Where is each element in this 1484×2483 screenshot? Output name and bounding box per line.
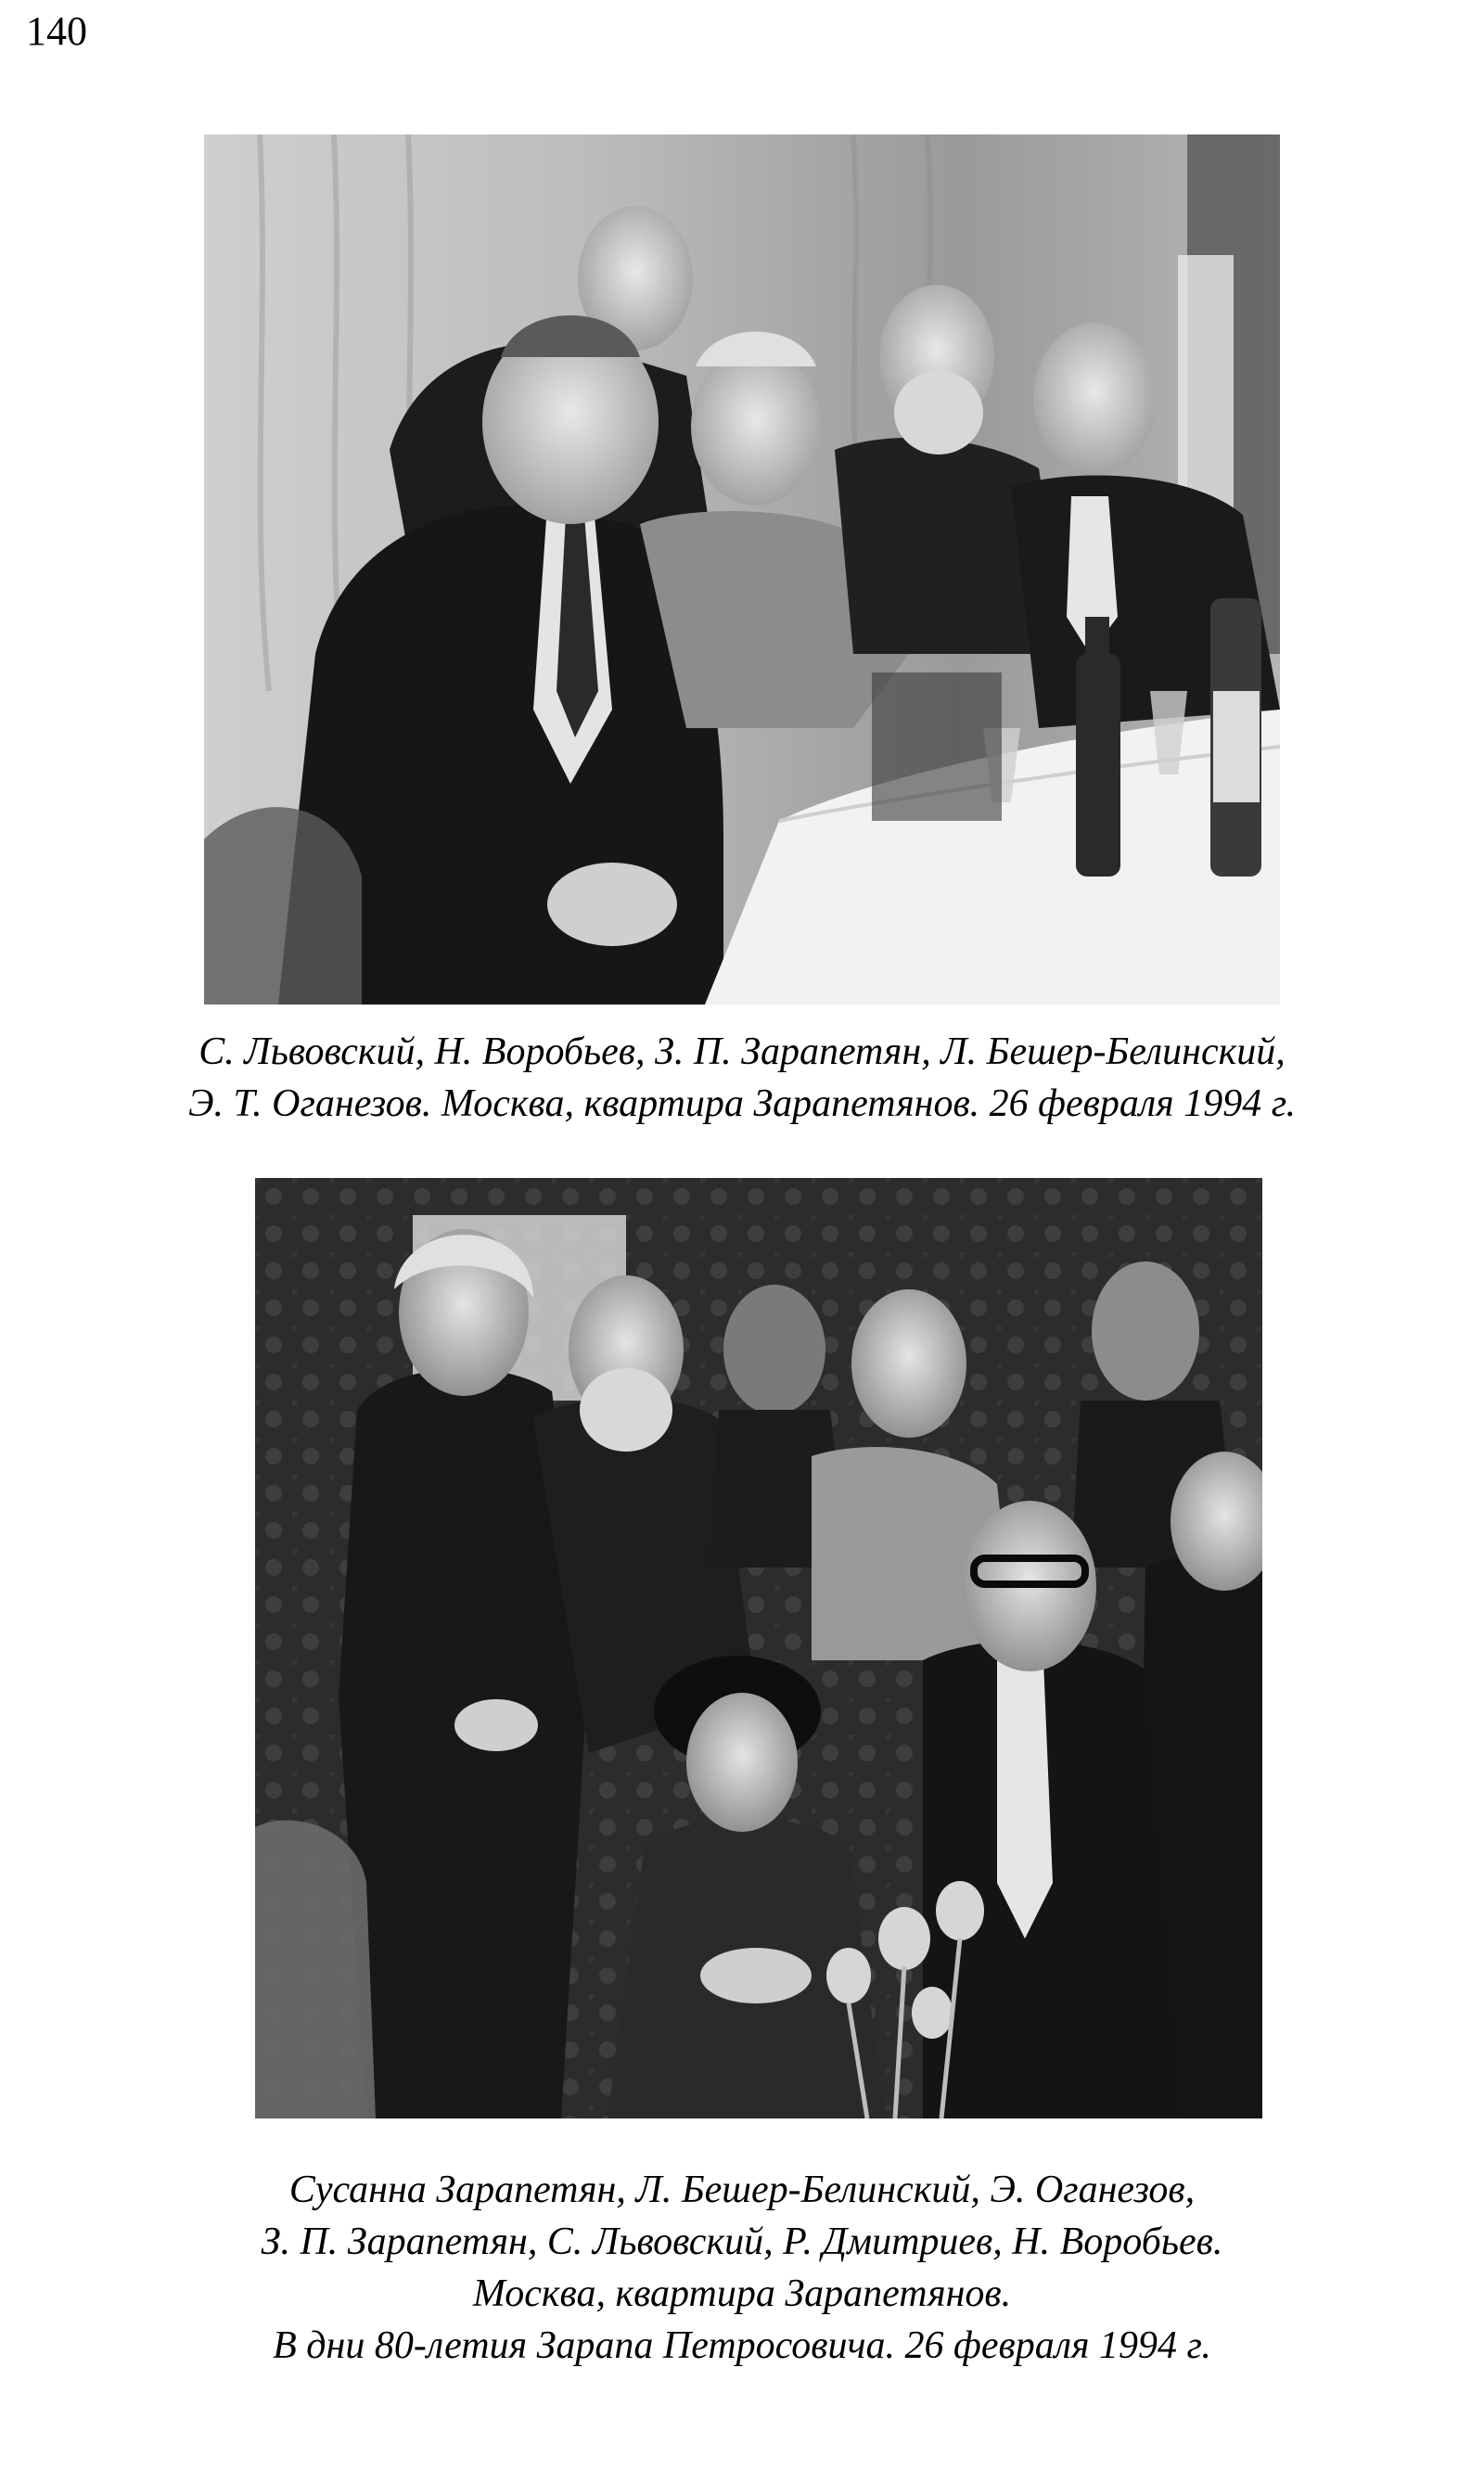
group-photo-anniversary bbox=[255, 1178, 1262, 2118]
caption-line: Москва, квартира Зарапетянов. bbox=[472, 2272, 1012, 2315]
caption-line: Сусанна Зарапетян, Л. Бешер-Белинский, Э. Оганезов, bbox=[288, 2169, 1196, 2211]
caption-line: Э. Т. Оганезов. Москва, квартира Зарапетянов. 26 февраля 1994 г. bbox=[187, 1082, 1297, 1125]
caption-line: В дни 80-летия Зарапа Петросовича. 26 февраля 1994 г. bbox=[273, 2324, 1211, 2367]
group-photo-anniversary-image bbox=[255, 1178, 1262, 2118]
caption-line: С. Львовский, Н. Воробьев, З. П. Зарапетян, Л. Бешер-Белинский, bbox=[198, 1030, 1286, 1073]
group-photo-table bbox=[204, 134, 1280, 1005]
photo-1-caption bbox=[56, 1026, 1428, 1130]
page-number: 140 bbox=[26, 8, 87, 54]
group-photo-table-image bbox=[204, 134, 1280, 1005]
caption-line: З. П. Зарапетян, С. Львовский, Р. Дмитриев, Н. Воробьев. bbox=[261, 2221, 1223, 2263]
photo-2-caption bbox=[56, 2164, 1428, 2372]
